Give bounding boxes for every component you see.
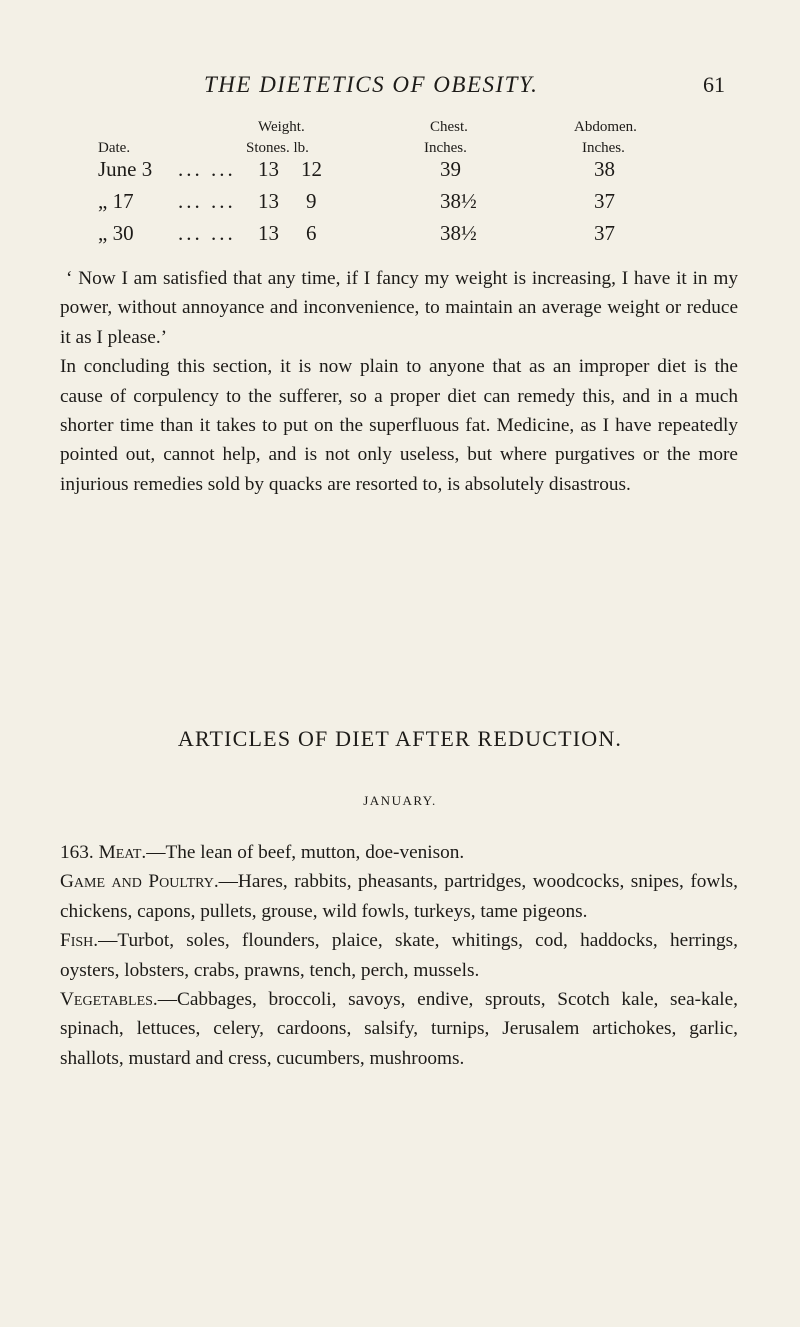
leader-dots: ... ... (178, 157, 236, 181)
category-label: Vegetables. (60, 989, 158, 1011)
category-label: Meat. (98, 842, 147, 863)
running-title: THE DIETETICS OF OBESITY. (204, 72, 539, 97)
abdomen-header: Abdomen. (574, 119, 637, 135)
pounds-cell: 12 (301, 157, 322, 181)
item-number: 163. (60, 842, 99, 863)
abdomen-units-header: Inches. (582, 140, 625, 156)
chest-cell: 38½ (440, 221, 477, 245)
chest-header: Chest. (430, 119, 468, 135)
body-paragraphs (60, 264, 738, 499)
table-row (0, 157, 800, 187)
item-text: —Turbot, soles, flounders, plaice, skate, whitings, cod, haddocks, herrings, oysters, lobsters, crabs, prawns, tench, perch, mussels. (60, 930, 738, 981)
date-header: Date. (98, 140, 131, 156)
table-row (0, 221, 800, 251)
table-row (0, 189, 800, 219)
abdomen-cell: 37 (594, 189, 615, 213)
category-label: Game and Poultry. (60, 871, 219, 893)
item-text: —Cabbages, broccoli, savoys, endive, sprouts, Scotch kale, sea-kale, spinach, lettuces, celery, cardoons, salsify, turnips, Jerusalem artichokes, garlic, shallots, mustard and cress, cucumbers, mushrooms. (60, 989, 738, 1069)
conclusion-paragraph: In concluding this section, it is now plain to anyone that as an improper diet is the cause of corpulency to the sufferer, so a proper diet can remedy this, and in a much shorter time than it takes to put on the superfluous fat. Medicine, as I have repeatedly pointed out, cannot help, and is not only useless, but where purgatives or the more injurious remedies sold by quacks are resorted to, is absolutely disastrous. (60, 356, 738, 495)
weight-units-header: Stones. lb. (246, 140, 309, 156)
diet-item-fish (60, 926, 738, 985)
stones-cell: 13 (258, 157, 279, 181)
page-number: 61 (703, 72, 725, 97)
pounds-cell: 9 (306, 189, 317, 213)
diet-item-game-poultry (60, 867, 738, 926)
weight-header: Weight. (258, 119, 305, 135)
abdomen-cell: 38 (594, 157, 615, 181)
leader-dots: ... ... (178, 221, 236, 245)
quote-paragraph: ‘ Now I am satisfied that any time, if I fancy my weight is increasing, I have it in my power, without annoyance and inconvenience, to maintain an average weight or reduce it as I please.’ (60, 268, 738, 348)
pounds-cell: 6 (306, 221, 317, 245)
stones-cell: 13 (258, 189, 279, 213)
date-cell: „ 30 (98, 221, 134, 245)
date-cell: June 3 (98, 157, 153, 181)
stones-cell: 13 (258, 221, 279, 245)
chest-units-header: Inches. (424, 140, 467, 156)
running-head (0, 72, 800, 106)
abdomen-cell: 37 (594, 221, 615, 245)
item-text: —The lean of beef, mutton, doe-venison. (146, 842, 465, 863)
chest-cell: 39 (440, 157, 461, 181)
date-cell: „ 17 (98, 189, 134, 213)
category-label: Fish. (60, 930, 99, 952)
month-subheading: JANUARY. (363, 793, 437, 808)
diet-list (60, 838, 738, 1073)
section-heading: ARTICLES OF DIET AFTER REDUCTION. (177, 726, 623, 751)
item-text: —Hares, rabbits, pheasants, partridges, woodcocks, snipes, fowls, chickens, capons, pullets, grouse, wild fowls, turkeys, tame pigeons. (60, 871, 738, 922)
diet-item-vegetables (60, 985, 738, 1073)
chest-cell: 38½ (440, 189, 477, 213)
leader-dots: ... ... (178, 189, 236, 213)
diet-item-meat (60, 838, 738, 867)
